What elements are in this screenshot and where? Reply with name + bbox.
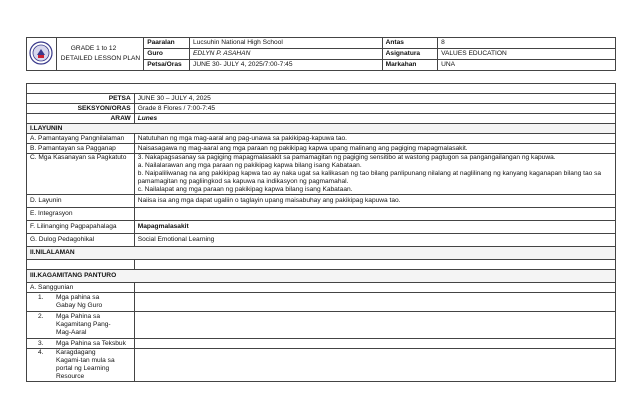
sanggunian-item-value: [134, 293, 615, 312]
sanggunian-item-value: [134, 312, 615, 339]
sanggunian-num: 4.: [38, 349, 44, 356]
integrasyon-value: [134, 208, 615, 221]
kasanayan-line: a. Nailalarawan ang mga paraan ng pakikipag kapwa bilang isang Kabataan.: [137, 162, 362, 169]
sanggunian-item-row: [30, 340, 131, 348]
araw-label: ARAW: [27, 114, 135, 124]
seksyon-value: Grade 8 Flores / 7:00-7:45: [134, 104, 615, 114]
sanggunian-item-row: [30, 349, 131, 381]
araw-value: Lunes: [134, 114, 615, 124]
kasanayan-value: [134, 154, 615, 195]
petsa-value: JUNE 30 – JULY 4, 2025: [134, 94, 615, 104]
antas-label: Antas: [382, 38, 437, 49]
petsa-label: PETSA: [27, 94, 135, 104]
pamantayang-pangnilalaman-label: A. Pamantayang Pangnilalaman: [27, 134, 135, 144]
dulog-label: G. Dulog Pedagohikal: [27, 234, 135, 247]
sanggunian-item-value: [134, 349, 615, 382]
pagpapahalaga-value: Mapagmalasakit: [134, 221, 615, 234]
antas-value: 8: [438, 38, 616, 49]
header-table: [26, 37, 616, 71]
petsa-oras-label: Petsa/Oras: [144, 60, 190, 71]
sanggunian-item: [27, 293, 135, 312]
seksyon-label: SEKSYON/ORAS: [27, 104, 135, 114]
pamantayang-pangnilalaman-value: Natutuhan ng mga mag-aaral ang pag-unawa sa pakikipag-kapuwa tao.: [134, 134, 615, 144]
layunin-heading: I.LAYUNIN: [27, 124, 616, 134]
nilalaman-blank-value: [134, 260, 615, 270]
guro-value: EDLYN P. ASAHAN: [190, 49, 383, 60]
petsa-oras-value: JUNE 30- JULY 4, 2025/7:00-7:45: [190, 60, 383, 71]
layunin-d-value: Naiisa isa ang mga dapat ugaliin o taglayin upang maisabuhay ang pakikipag kapuwa tao.: [134, 195, 615, 208]
sanggunian-item-value: [134, 339, 615, 349]
sanggunian-label: A. Sanggunian: [27, 283, 135, 293]
kasanayan-line: c. Nailalapat ang mga paraan ng pakikipag kapwa bilang isang Kabataan.: [137, 186, 353, 193]
sanggunian-num: 2.: [38, 313, 44, 320]
sanggunian-value: [134, 283, 615, 293]
pagpapahalaga-label: F. Lilinanging Pagpapahalaga: [27, 221, 135, 234]
markahan-label: Markahan: [382, 60, 437, 71]
nilalaman-heading: II.NILALAMAN: [27, 247, 616, 260]
sanggunian-item: [27, 339, 135, 349]
sanggunian-item-row: [30, 313, 131, 337]
asignatura-label: Asignatura: [382, 49, 437, 60]
sanggunian-num: 1.: [38, 294, 44, 301]
deped-seal-icon: [29, 41, 53, 65]
dulog-value: Social Emotional Learning: [134, 234, 615, 247]
lesson-table: [26, 83, 616, 382]
integrasyon-label: E. Integrasyon: [27, 208, 135, 221]
pamantayan-pagganap-label: B. Pamantayan sa Pagganap: [27, 144, 135, 154]
sanggunian-num: 3.: [38, 339, 44, 347]
kasanayan-line: b. Naipaliliwanag na ang pakikipag kapwa tao ay naka ugat sa kalikasan ng tao bilang panlipunang nilalang at naglilinang ng kanyang kaganapan bilang tao sa: [137, 170, 602, 177]
blank-row: [27, 84, 616, 94]
title-block: [56, 38, 143, 71]
kagamitan-heading: III.KAGAMITANG PANTURO: [27, 270, 616, 283]
paaralan-value: Lucsuhin National High School: [190, 38, 383, 49]
pamantayan-pagganap-value: Naisasagawa ng mag-aaral ang mga paraan ng pakikipag kapwa upang malinang ang pagiging mapagmalasakit.: [134, 144, 615, 154]
sanggunian-item: [27, 312, 135, 339]
sanggunian-text: Mga pahina sa Gabay Ng Guro: [56, 294, 103, 309]
sanggunian-text: Mga Pahina sa Kagamitang Pang-Mag-Aaral: [56, 313, 111, 336]
nilalaman-blank-label: [27, 260, 135, 270]
kasanayan-line: pamamagitan ng pagliingkod sa kapuwa na indikasyon ng pagmamahal.: [137, 178, 349, 185]
kasanayan-label: C. Mga Kasanayan sa Pagkatuto: [27, 154, 135, 195]
layunin-d-label: D. Layunin: [27, 195, 135, 208]
paaralan-label: Paaralan: [144, 38, 190, 49]
markahan-value: UNA: [438, 60, 616, 71]
title-line2: DETAILED LESSON PLAN: [60, 55, 141, 62]
title-line1: GRADE 1 to 12: [70, 45, 117, 52]
asignatura-value: VALUES EDUCATION: [438, 49, 616, 60]
deped-logo: [27, 38, 57, 71]
kasanayan-line: 3. Nakapagsasanay sa pagiging mapagmalasakit sa pamamagitan ng pagiging sensitibo at wastong pagtugon sa pangangailangan ng kapuwa.: [137, 154, 556, 161]
sanggunian-item-row: [30, 294, 131, 310]
guro-label: Guro: [144, 49, 190, 60]
sanggunian-text: Karagdagang Kagami-tan mula sa portal ng Learning Resource: [56, 349, 115, 380]
sanggunian-text: Mga Pahina sa Teksbuk: [56, 339, 126, 347]
sanggunian-item: [27, 349, 135, 382]
